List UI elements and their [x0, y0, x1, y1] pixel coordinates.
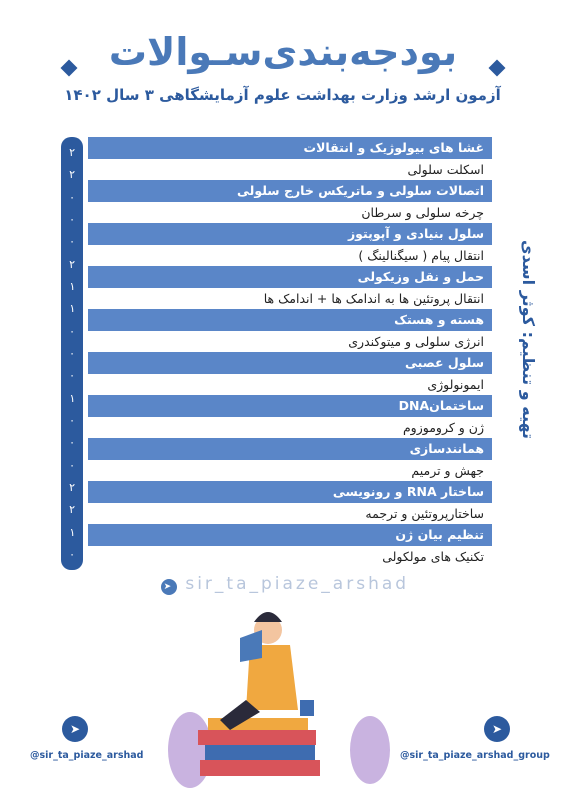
telegram-icon: ➤ — [62, 716, 88, 742]
topic-row: چرخه سلولی و سرطان — [88, 202, 492, 224]
topic-row-header: اتصالات سلولی و ماتریکس خارج سلولی — [88, 180, 492, 202]
diamond-icon — [489, 60, 506, 77]
topic-row: ایمونولوژی — [88, 374, 492, 396]
question-count: ۲ — [68, 257, 76, 271]
topic-row: انتقال پروتئین ها به اندامک ها + اندامک ها — [88, 288, 492, 310]
channel-watermark — [110, 574, 460, 595]
topic-row-header: ساختمانDNA — [88, 395, 492, 417]
topic-row-header: تنظیم بیان ژن — [88, 524, 492, 546]
topic-row-header: سلول بنیادی و آپوپتوز — [88, 223, 492, 245]
topic-row: اسکلت سلولی — [88, 159, 492, 181]
topic-row-header: غشا های بیولوژیک و انتقالات — [88, 137, 492, 159]
topic-row-header: ساختار RNA و رونویسی — [88, 481, 492, 503]
question-count: ۰ — [68, 346, 76, 360]
question-count: ۰ — [68, 190, 76, 204]
topic-row: ساختارپروتئین و ترجمه — [88, 503, 492, 525]
topic-list — [88, 137, 492, 567]
watermark-text: sir_ta_piaze_arshad — [185, 574, 410, 594]
channel-handle[interactable]: @sir_ta_piaze_arshad — [30, 750, 144, 761]
topic-row-header: حمل و نقل وزیکولی — [88, 266, 492, 288]
question-count: ۲ — [68, 146, 76, 159]
author-credit: تهیه و تنظیم: کوثر اسدی — [519, 240, 538, 440]
page-subtitle: آزمون ارشد وزارت بهداشت علوم آزمایشگاهی ۳ سال ۱۴۰۲ — [64, 86, 501, 104]
diamond-icon — [61, 60, 78, 77]
question-count: ۰ — [68, 235, 76, 249]
question-count: ۰ — [68, 413, 76, 427]
question-count: ۱ — [68, 279, 76, 293]
question-count: ۰ — [68, 458, 76, 472]
telegram-icon: ➤ — [484, 716, 510, 742]
question-count: ۲ — [68, 503, 76, 517]
question-count: ۰ — [68, 436, 76, 450]
question-count: ۲ — [68, 168, 76, 182]
telegram-icon: ➤ — [161, 579, 177, 595]
question-count: ۲ — [68, 480, 76, 494]
topic-row: جهش و ترمیم — [88, 460, 492, 482]
question-count: ۱ — [68, 302, 76, 316]
question-count: ۱ — [68, 525, 76, 539]
question-count: ۰ — [68, 324, 76, 338]
question-count: ۰ — [68, 212, 76, 226]
question-count-column — [61, 137, 83, 570]
question-count: ۱ — [68, 391, 76, 405]
topic-row-header: همانندسازی — [88, 438, 492, 460]
question-count: ۰ — [68, 547, 76, 561]
topic-row: تکنیک های مولکولی — [88, 546, 492, 568]
topic-row-header: هسته و هستک — [88, 309, 492, 331]
topic-row: انرژی سلولی و میتوکندری — [88, 331, 492, 353]
page-title: بودجه‌بندی‌سـوالات — [108, 30, 458, 74]
topic-row-header: سلول عصبی — [88, 352, 492, 374]
reading-person-illustration — [150, 600, 410, 790]
topic-row: ژن و کروموزوم — [88, 417, 492, 439]
topic-row: انتقال پیام ( سیگنالینگ ) — [88, 245, 492, 267]
group-handle[interactable]: @sir_ta_piaze_arshad_group — [400, 750, 550, 761]
question-count: ۰ — [68, 369, 76, 383]
